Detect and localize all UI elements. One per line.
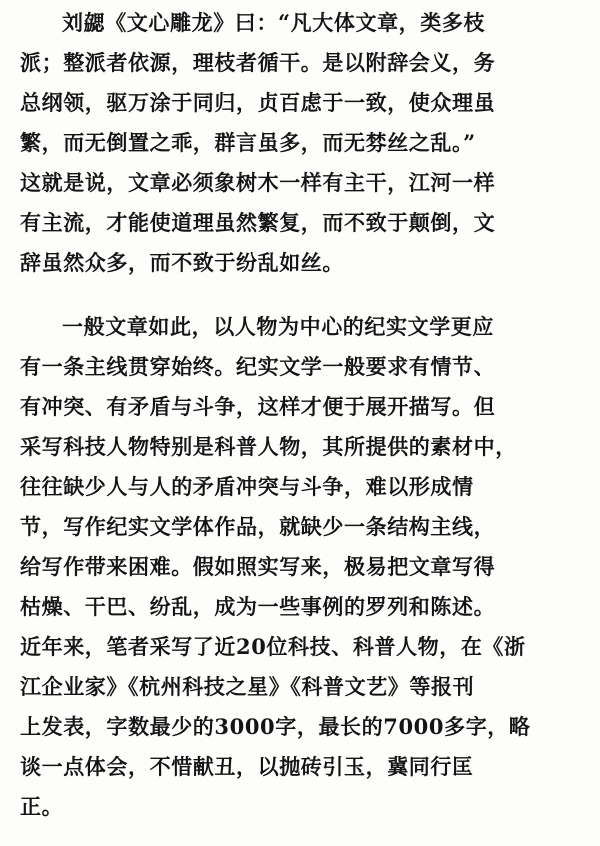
text-line: 枯燥、干巴、纷乱，成为一些事例的罗列和陈述。 <box>20 594 496 619</box>
text-line: 有主流，才能使道理虽然繁复，而不致于颠倒，文 <box>20 210 496 235</box>
text-line: 上发表，字数最少的3000字，最长的7000多字，略 <box>20 714 531 739</box>
text-line: 一般文章如此，以人物为中心的纪实文学更应 <box>62 314 494 339</box>
text-line: 派；整派者依源，理枝者循干。是以附辞会义，务 <box>20 50 496 75</box>
text-line: 江企业家》《杭州科技之星》《科普文艺》等报刊 <box>20 674 475 699</box>
text-line: 有冲突、有矛盾与斗争，这样才便于展开描写。但 <box>20 394 496 419</box>
text-line: 节，写作纪实文学体作品，就缺少一条结构主线， <box>20 514 496 539</box>
text-line: 繁，而无倒置之乖，群言虽多，而无棼丝之乱。” <box>20 130 476 155</box>
text-line: 辞虽然众多，而不致于纷乱如丝。 <box>20 250 344 275</box>
text-line: 谈一点体会，不惜献丑，以抛砖引玉，冀同行匡 <box>20 754 474 779</box>
text-line: 采写科技人物特别是科普人物，其所提供的素材中， <box>20 434 517 459</box>
text-line: 有一条主线贯穿始终。纪实文学一般要求有情节、 <box>20 354 496 379</box>
text-line: 这就是说，文章必须象树木一样有主干，江河一样 <box>20 170 496 195</box>
text-line: 近年来，笔者采写了近20位科技、科普人物，在《浙 <box>20 634 526 659</box>
text-line: 正。 <box>20 794 64 819</box>
text-line: 刘勰《文心雕龙》曰：“凡大体文章，类多枝 <box>62 10 486 35</box>
text-line: 给写作带来困难。假如照实写来，极易把文章写得 <box>20 554 496 579</box>
text-line: 总纲领，驱万涂于同归，贞百虑于一致，使众理虽 <box>20 90 496 115</box>
text-line: 往往缺少人与人的矛盾冲突与斗争，难以形成情 <box>20 474 474 499</box>
